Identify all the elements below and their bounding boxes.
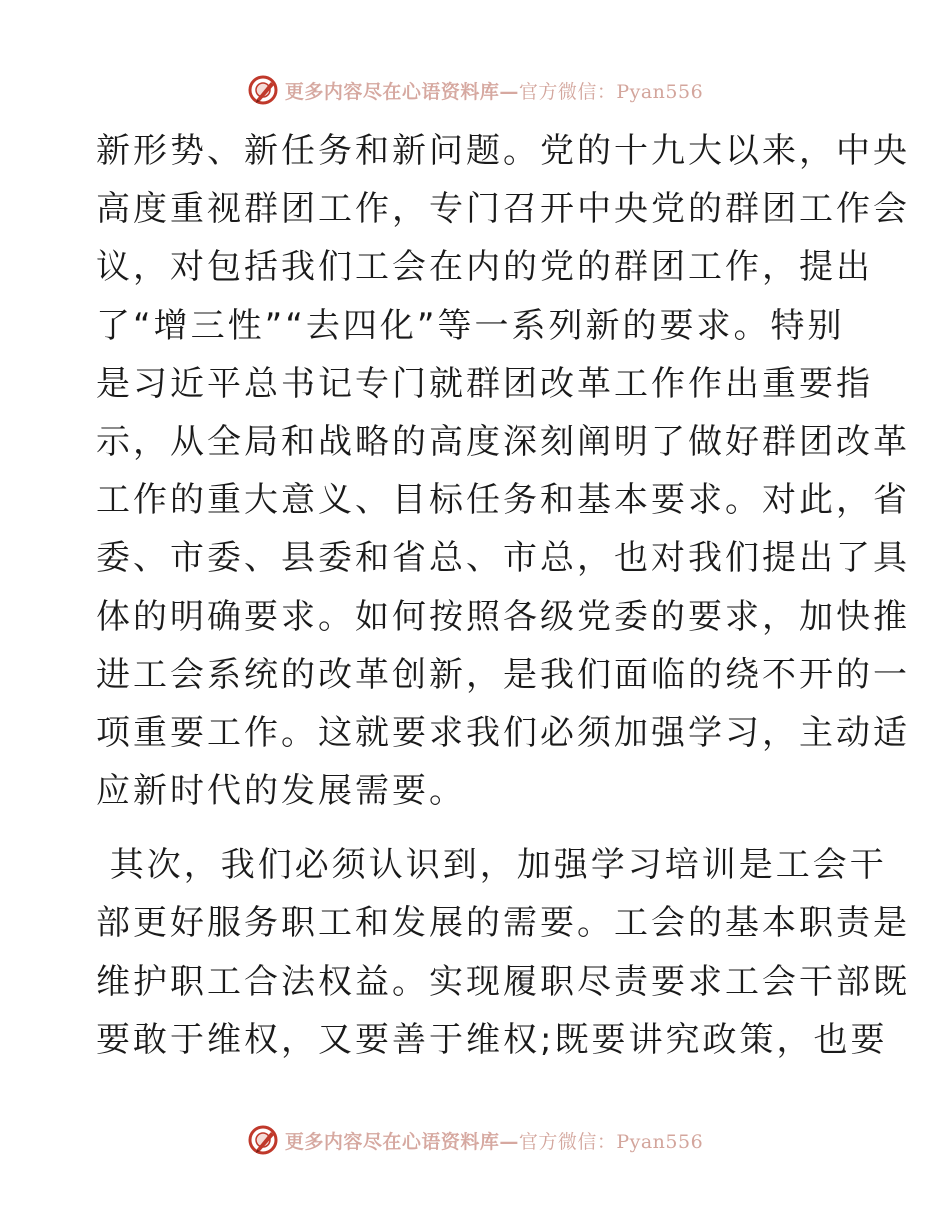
text-line: 维护职工合法权益。实现履职尽责要求工会干部既 bbox=[96, 961, 910, 1002]
text-line: 其次，我们必须认识到，加强学习培训是工会干 bbox=[96, 845, 887, 886]
text-line: 体的明确要求。如何按照各级党委的要求，加快推 bbox=[96, 596, 910, 637]
footer-wechat: 官方微信：Pyan556 bbox=[518, 1130, 704, 1153]
pen-logo-icon bbox=[247, 74, 279, 106]
text-line: 是习近平总书记专门就群团改革工作作出重要指 bbox=[96, 363, 873, 404]
text-line: 工作的重大意义、目标任务和基本要求。对此，省 bbox=[96, 480, 910, 521]
text-line: 部更好服务职工和发展的需要。工会的基本职责是 bbox=[96, 903, 910, 944]
text-line: 示，从全局和战略的高度深刻阐明了做好群团改革 bbox=[96, 421, 910, 462]
text-line: 要敢于维权，又要善于维权;既要讲究政策，也要 bbox=[96, 1019, 888, 1060]
text-line: 新形势、新任务和新问题。党的十九大以来，中央 bbox=[96, 131, 910, 171]
footer-site-name: 更多内容尽在心语资料库 bbox=[284, 1130, 500, 1153]
paragraph-1 bbox=[96, 122, 910, 820]
text-line: 了“增三性”“去四化”等一系列新的要求。特别 bbox=[96, 305, 845, 346]
header-text bbox=[285, 77, 703, 104]
header-separator: — bbox=[499, 80, 519, 103]
text-line: 委、市委、县委和省总、市总，也对我们提出了具 bbox=[96, 538, 910, 579]
text-line: 进工会系统的改革创新，是我们面临的绕不开的一 bbox=[96, 654, 910, 695]
paragraph-2 bbox=[96, 836, 910, 1069]
text-line: 议，对包括我们工会在内的党的群团工作，提出 bbox=[96, 247, 873, 288]
text-line: 应新时代的发展需要。 bbox=[96, 771, 466, 812]
pen-logo-icon bbox=[247, 1124, 279, 1156]
footer-banner bbox=[0, 1120, 950, 1160]
header-site-name: 更多内容尽在心语资料库 bbox=[284, 80, 500, 103]
header-banner bbox=[0, 70, 950, 110]
footer-separator: — bbox=[499, 1130, 519, 1153]
document-body bbox=[96, 122, 910, 1069]
paragraph-gap bbox=[96, 820, 856, 836]
footer-text bbox=[285, 1127, 703, 1154]
text-line: 项重要工作。这就要求我们必须加强学习，主动适 bbox=[96, 712, 910, 753]
text-line: 高度重视群团工作，专门召开中央党的群团工作会 bbox=[96, 189, 910, 230]
header-wechat: 官方微信：Pyan556 bbox=[518, 80, 704, 103]
